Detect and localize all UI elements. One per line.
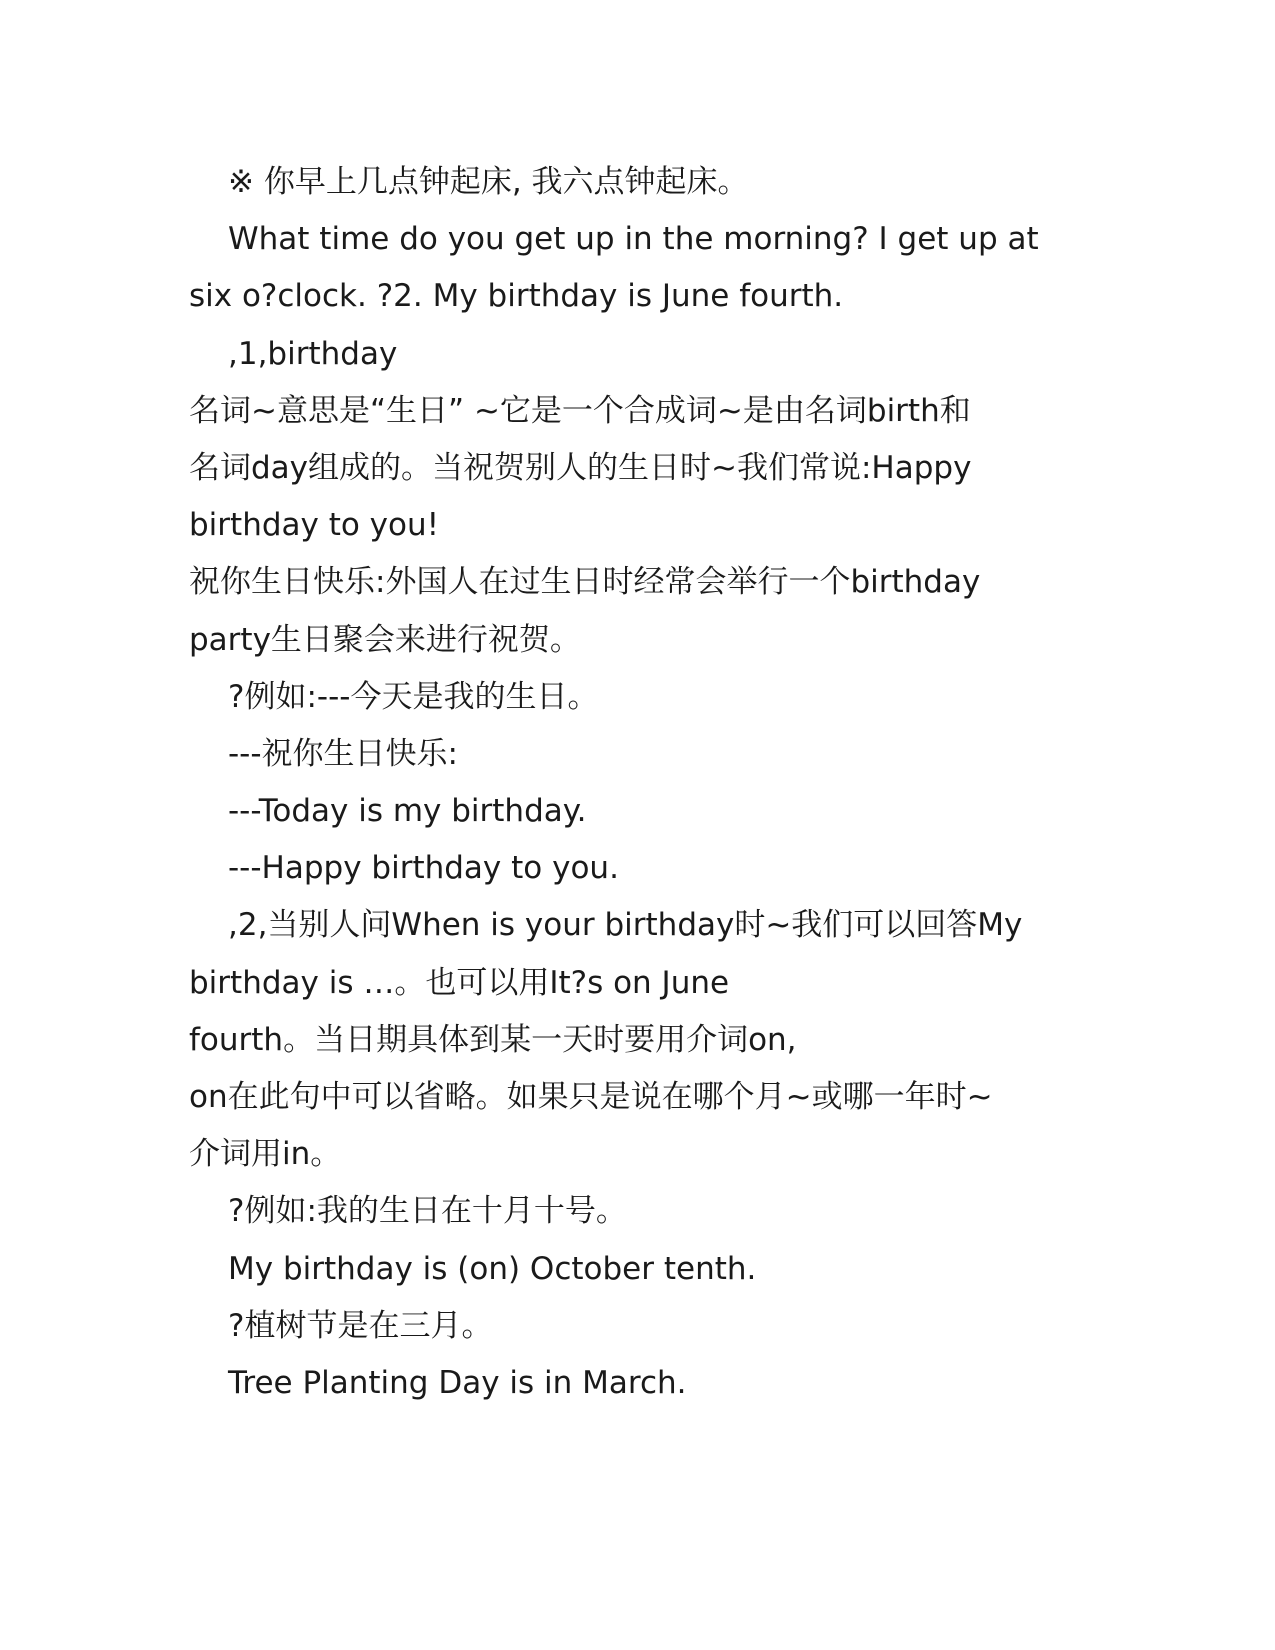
text-line: My birthday is (on) October tenth. (228, 1250, 757, 1287)
text-line: 介词用in。 (189, 1136, 342, 1173)
text-line: ---Today is my birthday. (228, 793, 587, 830)
text-line: birthday to you! (189, 507, 440, 544)
text-line: ---祝你生日快乐: (228, 735, 459, 772)
text-line: 名词~意思是“生日” ~它是一个合成词~是由名词birth和 (189, 392, 971, 429)
text-line: What time do you get up in the morning? I get up at (228, 221, 1039, 258)
text-line: party生日聚会来进行祝贺。 (189, 621, 581, 658)
text-line: ?例如:我的生日在十月十号。 (228, 1193, 627, 1230)
text-line: ※ 你早上几点钟起床, 我六点钟起床。 (228, 164, 749, 200)
text-line: ---Happy birthday to you. (228, 850, 619, 887)
text-line: fourth。当日期具体到某一天时要用介词on, (189, 1021, 797, 1058)
text-line: 名词day组成的。当祝贺别人的生日时~我们常说:Happy (189, 449, 972, 486)
text-line: ?例如:---今天是我的生日。 (228, 678, 599, 715)
text-line: 祝你生日快乐:外国人在过生日时经常会举行一个birthday (189, 564, 981, 601)
text-line: ,1,birthday (228, 335, 398, 372)
text-line: on在此句中可以省略。如果只是说在哪个月~或哪一年时~ (189, 1079, 993, 1115)
text-line: ?植树节是在三月。 (228, 1307, 493, 1344)
document-body (189, 154, 1089, 1412)
text-line: Tree Planting Day is in March. (228, 1364, 687, 1401)
text-line: birthday is …。也可以用It?s on June (189, 964, 730, 1001)
text-line: ,2,当别人问When is your birthday时~我们可以回答My (228, 907, 1023, 944)
text-line: six o?clock. ?2. My birthday is June fourth. (189, 278, 844, 315)
